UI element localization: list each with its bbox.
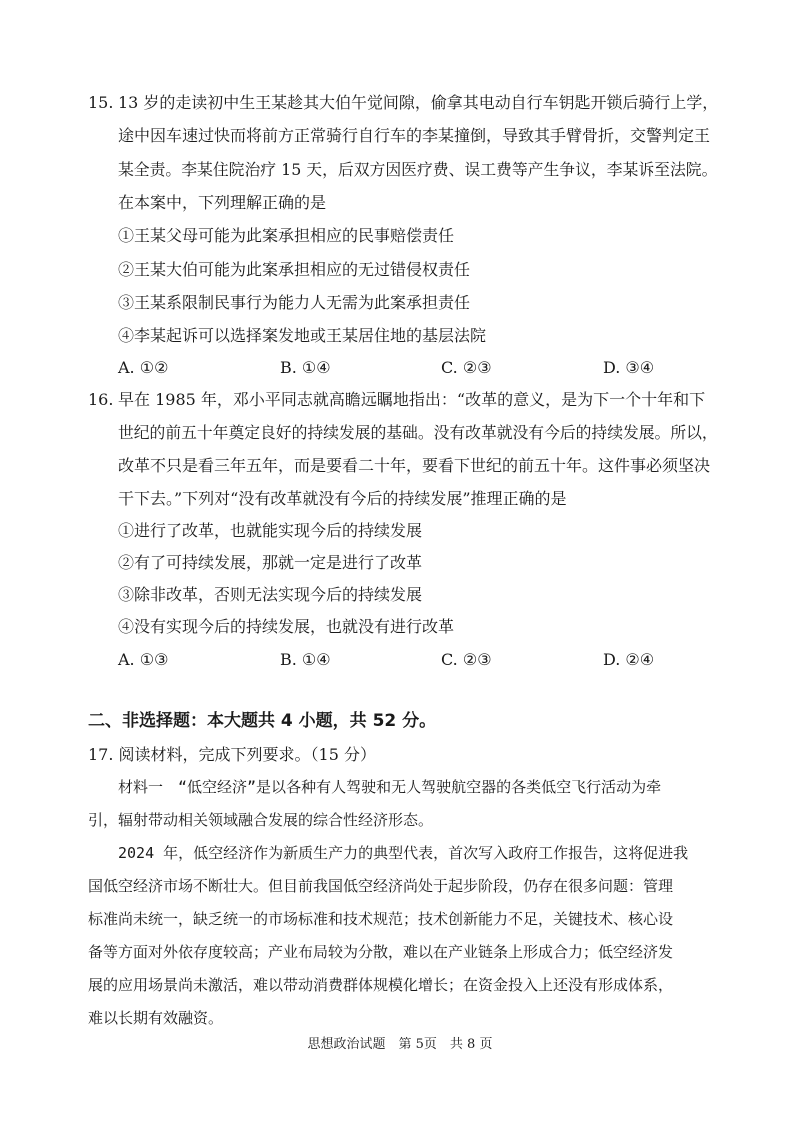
material-text-line: 标准尚未统一，缺乏统一的市场标准和技术规范；技术创新能力不足，关键技术、核心设 xyxy=(88,910,674,928)
material-text-line: 2024 年，低空经济作为新质生产力的典型代表，首次写入政府工作报告，这将促进我 xyxy=(118,844,689,862)
statement-item: ④李某起诉可以选择案发地或王某居住地的基层法院 xyxy=(118,326,487,345)
question-text-line: 改革不只是看三年五年，而是要看二十年，要看下世纪的前五十年。这件事必须坚决 xyxy=(118,456,711,475)
option-b: B. ①④ xyxy=(280,358,331,377)
question-text-line: 13 岁的走读初中生王某趁其大伯午觉间隙，偷拿其电动自行车钥匙开锁后骑行上学， xyxy=(118,93,719,112)
question-number: 15. xyxy=(88,93,114,112)
question-text-line: 干下去。”下列对“没有改革就没有今后的持续发展”推理正确的是 xyxy=(118,489,567,508)
question-number: 16. xyxy=(88,390,114,409)
section-heading: 二、非选择题：本大题共 4 小题，共 52 分。 xyxy=(88,711,437,731)
question-text-line: 世纪的前五十年奠定良好的持续发展的基础。没有改革就没有今后的持续发展。所以， xyxy=(118,423,718,442)
statement-item: ②王某大伯可能为此案承担相应的无过错侵权责任 xyxy=(118,260,471,279)
material-text-line: 引，辐射带动相关领域融合发展的综合性经济形态。 xyxy=(88,811,434,829)
question-stem: 17. 阅读材料，完成下列要求。（15 分） xyxy=(88,745,376,764)
option-d: D. ②④ xyxy=(603,650,655,669)
option-b: B. ①④ xyxy=(280,650,331,669)
option-a: A. ①③ xyxy=(118,650,169,669)
statement-item: ③除非改革，否则无法实现今后的持续发展 xyxy=(118,585,423,604)
page-footer: 思想政治试题 第 5页 共 8 页 xyxy=(307,1037,493,1052)
material-text-line: 材料一 “低空经济”是以各种有人驾驶和无人驾驶航空器的各类低空飞行活动为牵 xyxy=(118,778,662,796)
statement-item: ①王某父母可能为此案承担相应的民事赔偿责任 xyxy=(118,226,455,245)
option-a: A. ①② xyxy=(118,358,169,377)
question-text-line: 途中因车速过快而将前方正常骑行自行车的李某撞倒，导致其手臂骨折，交警判定王 xyxy=(118,126,711,145)
question-text-line: 在本案中，下列理解正确的是 xyxy=(118,193,327,212)
statement-item: ①进行了改革，也就能实现今后的持续发展 xyxy=(118,521,423,540)
option-c: C. ②③ xyxy=(441,650,492,669)
material-text-line: 难以长期有效融资。 xyxy=(88,1009,224,1027)
material-text-line: 展的应用场景尚未激活，难以带动消费群体规模化增长；在资金投入上还没有形成体系， xyxy=(88,976,674,994)
statement-item: ②有了可持续发展，那就一定是进行了改革 xyxy=(118,553,423,572)
question-text-line: 早在 1985 年，邓小平同志就高瞻远瞩地指出：“改革的意义，是为下一个十年和下 xyxy=(118,390,706,409)
material-text-line: 国低空经济市场不断壮大。但目前我国低空经济尚处于起步阶段，仍存在很多问题：管理 xyxy=(88,877,674,895)
question-text-line: 某全责。李某住院治疗 15 天，后双方因医疗费、误工费等产生争议，李某诉至法院。 xyxy=(118,160,718,179)
option-d: D. ③④ xyxy=(603,358,655,377)
statement-item: ③王某系限制民事行为能力人无需为此案承担责任 xyxy=(118,293,471,312)
statement-item: ④没有实现今后的持续发展，也就没有进行改革 xyxy=(118,617,455,636)
material-text-line: 备等方面对外依存度较高；产业布局较为分散，难以在产业链条上形成合力；低空经济发 xyxy=(88,943,674,961)
option-c: C. ②③ xyxy=(441,358,492,377)
